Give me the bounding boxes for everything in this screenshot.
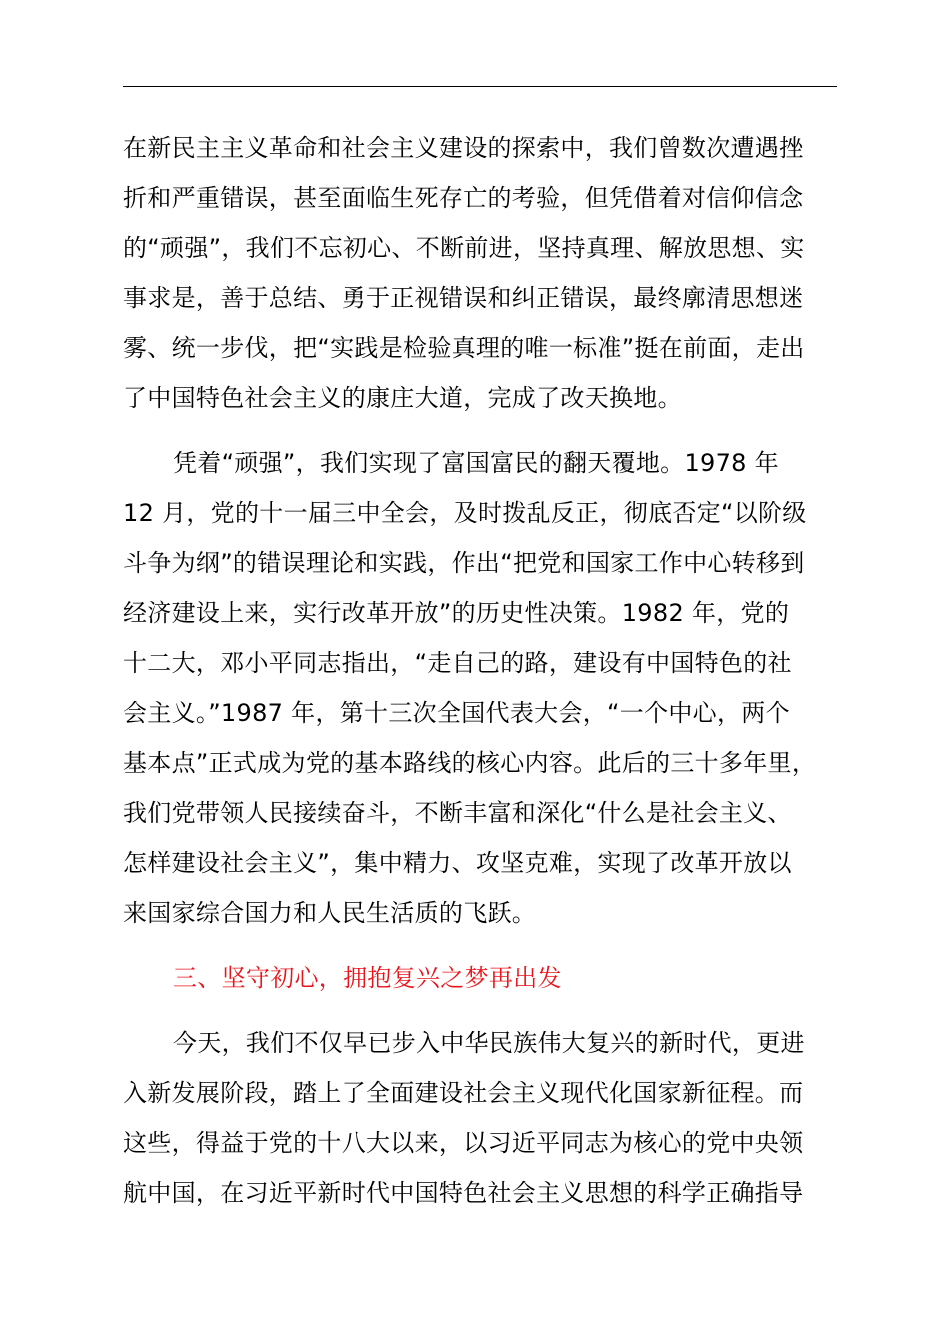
paragraph-line: 航中国，在习近平新时代中国特色社会主义思想的科学正确指导 — [123, 1179, 804, 1207]
paragraph-line: 凭着“顽强”，我们实现了富国富民的翻天覆地。1978 年 — [173, 449, 779, 477]
paragraph-line: 事求是，善于总结、勇于正视错误和纠正错误，最终廓清思想迷 — [123, 284, 804, 312]
paragraph-line: 怎样建设社会主义”，集中精力、攻坚克难，实现了改革开放以 — [123, 849, 792, 877]
section-heading: 三、坚守初心，拥抱复兴之梦再出发 — [173, 964, 562, 992]
paragraph-line: 了中国特色社会主义的康庄大道，完成了改天换地。 — [123, 384, 682, 412]
paragraph-line: 会主义。”1987 年，第十三次全国代表大会，“一个中心，两个 — [123, 699, 790, 727]
paragraph-line: 雾、统一步伐，把“实践是检验真理的唯一标准”挺在前面，走出 — [123, 334, 805, 362]
paragraph-line: 来国家综合国力和人民生活质的飞跃。 — [123, 899, 537, 927]
paragraph-line: 在新民主主义革命和社会主义建设的探索中，我们曾数次遭遇挫 — [123, 134, 804, 162]
paragraph-line: 入新发展阶段，踏上了全面建设社会主义现代化国家新征程。而 — [123, 1079, 804, 1107]
header-rule — [123, 86, 837, 87]
paragraph-line: 今天，我们不仅早已步入中华民族伟大复兴的新时代，更进 — [173, 1029, 805, 1057]
paragraph-line: 折和严重错误，甚至面临生死存亡的考验，但凭借着对信仰信念 — [123, 184, 804, 212]
paragraph-line: 十二大，邓小平同志指出，“走自己的路，建设有中国特色的社 — [123, 649, 792, 677]
paragraph-line: 12 月，党的十一届三中全会，及时拨乱反正，彻底否定“以阶级 — [123, 499, 807, 527]
paragraph-line: 这些，得益于党的十八大以来，以习近平同志为核心的党中央领 — [123, 1129, 804, 1157]
paragraph-line: 我们党带领人民接续奋斗，不断丰富和深化“什么是社会主义、 — [123, 799, 792, 827]
paragraph-line: 斗争为纲”的错误理论和实践，作出“把党和国家工作中心转移到 — [123, 549, 805, 577]
paragraph-line: 基本点”正式成为党的基本路线的核心内容。此后的三十多年里， — [123, 749, 817, 777]
paragraph-line: 的“顽强”，我们不忘初心、不断前进，坚持真理、解放思想、实 — [123, 234, 805, 262]
paragraph-line: 经济建设上来，实行改革开放”的历史性决策。1982 年，党的 — [123, 599, 790, 627]
